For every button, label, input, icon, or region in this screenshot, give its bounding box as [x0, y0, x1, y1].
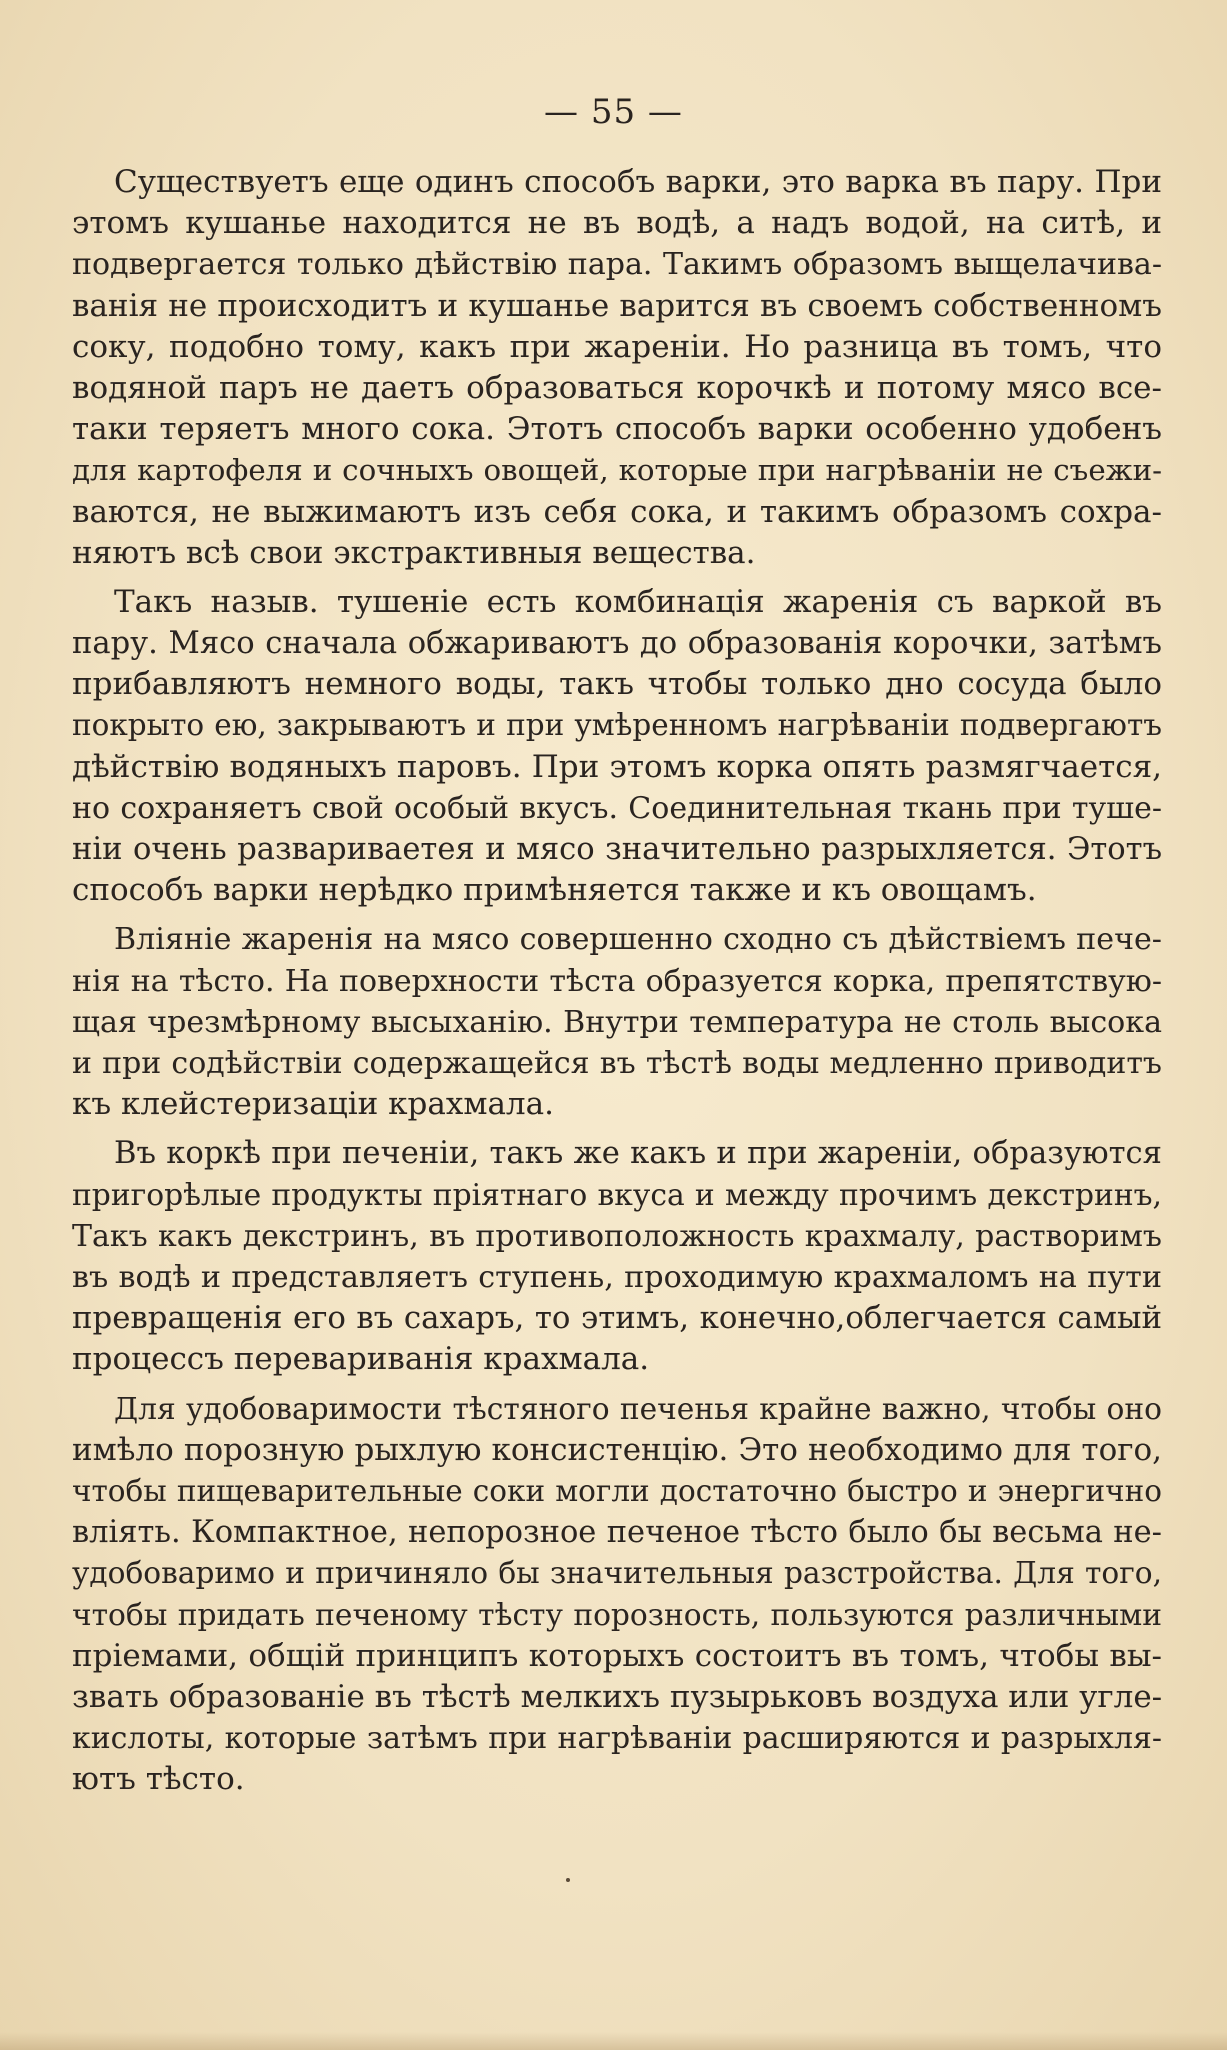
text-line: пригорѣлые продукты пріятнаго вкуса и между прочимъ декстринъ, [72, 1177, 1162, 1213]
text-line: чтобы придать печеному тѣсту порозность, пользуются различными [72, 1597, 1162, 1633]
text-line: соку, подобно тому, какъ при жареніи. Но разница въ томъ, что [72, 328, 1162, 365]
text-line: водяной паръ не даетъ образоваться корочкѣ и потому мясо все- [72, 369, 1162, 406]
text-line: удобоваримо и причиняло бы значительныя разстройства. Для того, [72, 1556, 1162, 1591]
text-line: Для удобоваримости тѣстяного печенья крайне важно, чтобы оно [114, 1391, 1162, 1427]
text-line: для картофеля и сочныхъ овощей, которые при нагрѣваніи не съежи- [72, 453, 1162, 488]
text-line: прибавляютъ немного воды, такъ чтобы только дно сосуда было [72, 666, 1162, 703]
text-line: вліять. Компактное, непорозное печеное тѣсто было бы весьма не- [72, 1515, 1162, 1550]
text-line: няютъ всѣ свои экстрактивныя вещества. [72, 534, 756, 571]
text-line: кислоты, которые затѣмъ при нагрѣваніи расширяются и разрыхля- [72, 1720, 1162, 1756]
text-line: Существуетъ еще одинъ способъ варки, это варка въ пару. При [114, 164, 1162, 200]
text-line: ваются, не выжимаютъ изъ себя сока, и такимъ образомъ сохра- [72, 493, 1162, 530]
text-line: Въ коркѣ при печеніи, такъ же какъ и при жареніи, образуются [114, 1136, 1162, 1172]
text-line: дѣйствію водяныхъ паровъ. При этомъ корка опять размягчается, [72, 748, 1162, 785]
text-line: ванія не происходитъ и кушанье варится въ своемъ собственномъ [72, 287, 1162, 324]
text-line: подвергается только дѣйствію пара. Такимъ образомъ выщелачива- [72, 247, 1162, 283]
text-line: Такъ какъ декстринъ, въ противоположность крахмалу, растворимъ [72, 1218, 1162, 1254]
paragraph [72, 919, 1162, 1125]
text-line: и при содѣйствіи содержащейся въ тѣстѣ воды медленно приводитъ [72, 1045, 1162, 1081]
page-number: — 55 — [544, 92, 683, 132]
text-line: превращенія его въ сахаръ, то этимъ, конечно,облегчается самый [72, 1300, 1162, 1337]
text-line: къ клейстеризаціи крахмала. [72, 1086, 554, 1123]
paragraph [72, 582, 1162, 912]
text-line: способъ варки нерѣдко примѣняется также и къ овощамъ. [72, 872, 1037, 909]
text-line: въ водѣ и представляетъ ступень, проходимую крахмаломъ на пути [72, 1259, 1162, 1295]
text-line: Такъ назыв. тушеніе есть комбинація жаренія съ варкой въ [114, 583, 1162, 620]
text-line: процессъ перевариванія крахмала. [72, 1341, 650, 1378]
ink-speck [566, 1878, 570, 1882]
text-line: нія на тѣсто. На поверхности тѣста образуется корка, препятствую- [72, 963, 1162, 999]
text-line: этомъ кушанье находится не въ водѣ, а надъ водой, на ситѣ, и [72, 205, 1162, 242]
text-line: ютъ тѣсто. [72, 1761, 245, 1798]
text-line: таки теряетъ много сока. Этотъ способъ варки особенно удобенъ [72, 411, 1162, 448]
text-line: но сохраняетъ свой особый вкусъ. Соединительная ткань при туше- [72, 790, 1162, 826]
paragraph [72, 1388, 1162, 1800]
text-line: чтобы пищеварительные соки могли достаточно быстро и энергично [72, 1473, 1162, 1508]
page-bottom-edge [0, 2032, 1227, 2050]
text-line: Вліяніе жаренія на мясо совершенно сходно съ дѣйствіемъ пече- [114, 922, 1162, 958]
text-line: покрыто ею, закрываютъ и при умѣренномъ нагрѣваніи подвергаютъ [72, 708, 1162, 743]
text-line: пару. Мясо сначала обжариваютъ до образованія корочки, затѣмъ [72, 626, 1162, 662]
paragraph [72, 162, 1162, 574]
text-line: пріемами, общій принципъ которыхъ состоитъ въ томъ, чтобы вы- [72, 1637, 1162, 1674]
text-line: звать образованіе въ тѣстѣ мелкихъ пузырьковъ воздуха или угле- [72, 1678, 1163, 1715]
text-line: имѣло порозную рыхлую консистенцію. Это необходимо для того, [72, 1431, 1162, 1468]
text-line: ніи очень развариваетея и мясо значительно разрыхляется. Этотъ [72, 832, 1162, 867]
text-line: щая чрезмѣрному высыханію. Внутри температура не столь высока [72, 1004, 1162, 1040]
paragraph [72, 1133, 1162, 1380]
body-text [72, 162, 1162, 1808]
